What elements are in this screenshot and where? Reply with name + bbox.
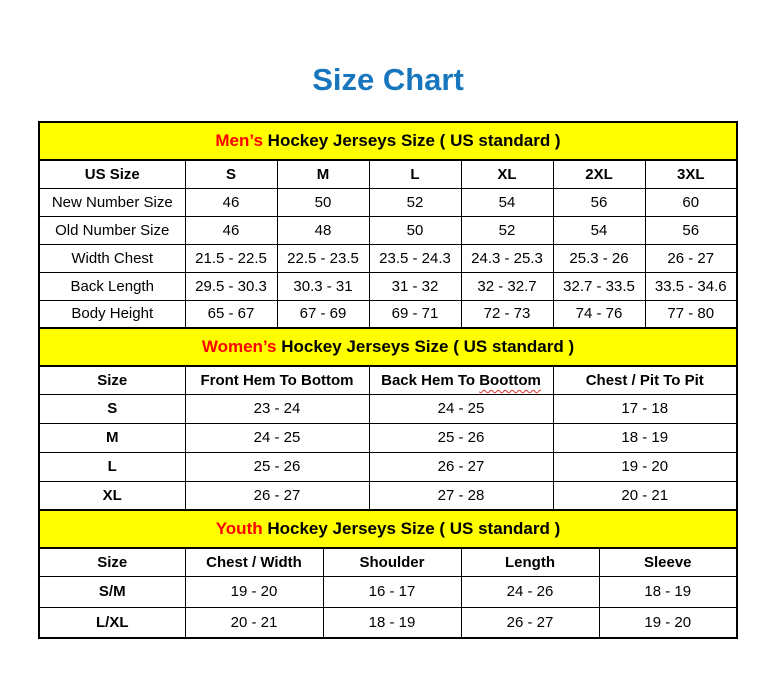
row-label: Old Number Size	[39, 216, 185, 244]
cell: 26 - 27	[369, 452, 553, 481]
col-header: Size	[39, 548, 185, 576]
row-label: L	[39, 452, 185, 481]
table-row	[39, 272, 737, 300]
row-label: New Number Size	[39, 188, 185, 216]
youth-size-table	[38, 509, 738, 639]
womens-banner-cell	[39, 328, 737, 366]
table-row	[39, 423, 737, 452]
cell: 52	[461, 216, 553, 244]
cell: 32.7 - 33.5	[553, 272, 645, 300]
cell: 23 - 24	[185, 394, 369, 423]
col-header: Sleeve	[599, 548, 737, 576]
table-row	[39, 481, 737, 510]
cell: 48	[277, 216, 369, 244]
youth-banner-text: Hockey Jerseys Size ( US standard )	[267, 519, 561, 538]
mens-banner-text: Hockey Jerseys Size ( US standard )	[267, 131, 561, 150]
size-chart-tables	[38, 121, 738, 639]
row-label: Body Height	[39, 300, 185, 328]
table-row	[39, 576, 737, 607]
cell: 18 - 19	[553, 423, 737, 452]
col-header: Chest / Pit To Pit	[553, 366, 737, 394]
col-header: 3XL	[645, 160, 737, 188]
mens-header-row	[39, 160, 737, 188]
cell: 23.5 - 24.3	[369, 244, 461, 272]
cell: 24.3 - 25.3	[461, 244, 553, 272]
cell: 30.3 - 31	[277, 272, 369, 300]
cell: 20 - 21	[553, 481, 737, 510]
row-label: Width Chest	[39, 244, 185, 272]
mens-banner-highlight: Men’s	[215, 131, 263, 150]
col-header: Front Hem To Bottom	[185, 366, 369, 394]
cell: 65 - 67	[185, 300, 277, 328]
cell: 77 - 80	[645, 300, 737, 328]
col-header: US Size	[39, 160, 185, 188]
cell: 24 - 26	[461, 576, 599, 607]
mens-section-banner	[39, 122, 737, 160]
cell: 56	[645, 216, 737, 244]
cell: 54	[553, 216, 645, 244]
col-header: Size	[39, 366, 185, 394]
cell: 27 - 28	[369, 481, 553, 510]
cell: 16 - 17	[323, 576, 461, 607]
womens-section-banner	[39, 328, 737, 366]
cell: 19 - 20	[599, 607, 737, 638]
cell: 46	[185, 216, 277, 244]
mens-banner-cell	[39, 122, 737, 160]
table-row	[39, 394, 737, 423]
table-row	[39, 188, 737, 216]
youth-section-banner	[39, 510, 737, 548]
row-label: L/XL	[39, 607, 185, 638]
table-row	[39, 216, 737, 244]
cell: 25 - 26	[369, 423, 553, 452]
womens-size-table	[38, 327, 738, 511]
cell: 20 - 21	[185, 607, 323, 638]
col-header-text: Back Hem To	[381, 371, 476, 389]
cell: 56	[553, 188, 645, 216]
womens-header-row	[39, 366, 737, 394]
cell: 46	[185, 188, 277, 216]
cell: 21.5 - 22.5	[185, 244, 277, 272]
col-header: Chest / Width	[185, 548, 323, 576]
cell: 31 - 32	[369, 272, 461, 300]
col-header: Shoulder	[323, 548, 461, 576]
col-header: L	[369, 160, 461, 188]
youth-header-row	[39, 548, 737, 576]
cell: 25.3 - 26	[553, 244, 645, 272]
cell: 60	[645, 188, 737, 216]
row-label: Back Length	[39, 272, 185, 300]
cell: 50	[277, 188, 369, 216]
cell: 67 - 69	[277, 300, 369, 328]
womens-banner-text: Hockey Jerseys Size ( US standard )	[281, 337, 575, 356]
cell: 26 - 27	[645, 244, 737, 272]
cell: 17 - 18	[553, 394, 737, 423]
cell: 74 - 76	[553, 300, 645, 328]
cell: 18 - 19	[599, 576, 737, 607]
page-title: Size Chart	[312, 62, 464, 97]
col-header: 2XL	[553, 160, 645, 188]
mens-size-table	[38, 121, 738, 329]
row-label: XL	[39, 481, 185, 510]
misspelled-word: Boottom	[479, 371, 541, 389]
table-row	[39, 244, 737, 272]
cell: 25 - 26	[185, 452, 369, 481]
youth-banner-cell	[39, 510, 737, 548]
table-row	[39, 452, 737, 481]
womens-banner-highlight: Women’s	[201, 337, 277, 356]
cell: 50	[369, 216, 461, 244]
cell: 33.5 - 34.6	[645, 272, 737, 300]
cell: 19 - 20	[553, 452, 737, 481]
col-header: M	[277, 160, 369, 188]
cell: 52	[369, 188, 461, 216]
col-header: S	[185, 160, 277, 188]
col-header: Length	[461, 548, 599, 576]
cell: 69 - 71	[369, 300, 461, 328]
row-label: S	[39, 394, 185, 423]
cell: 26 - 27	[461, 607, 599, 638]
cell: 22.5 - 23.5	[277, 244, 369, 272]
cell: 18 - 19	[323, 607, 461, 638]
cell: 29.5 - 30.3	[185, 272, 277, 300]
row-label: S/M	[39, 576, 185, 607]
cell: 32 - 32.7	[461, 272, 553, 300]
cell: 24 - 25	[185, 423, 369, 452]
cell: 19 - 20	[185, 576, 323, 607]
col-header: XL	[461, 160, 553, 188]
row-label: M	[39, 423, 185, 452]
youth-banner-highlight: Youth	[215, 519, 263, 538]
cell: 54	[461, 188, 553, 216]
cell: 24 - 25	[369, 394, 553, 423]
table-row	[39, 300, 737, 328]
cell: 72 - 73	[461, 300, 553, 328]
cell: 26 - 27	[185, 481, 369, 510]
table-row	[39, 607, 737, 638]
col-header	[369, 366, 553, 394]
